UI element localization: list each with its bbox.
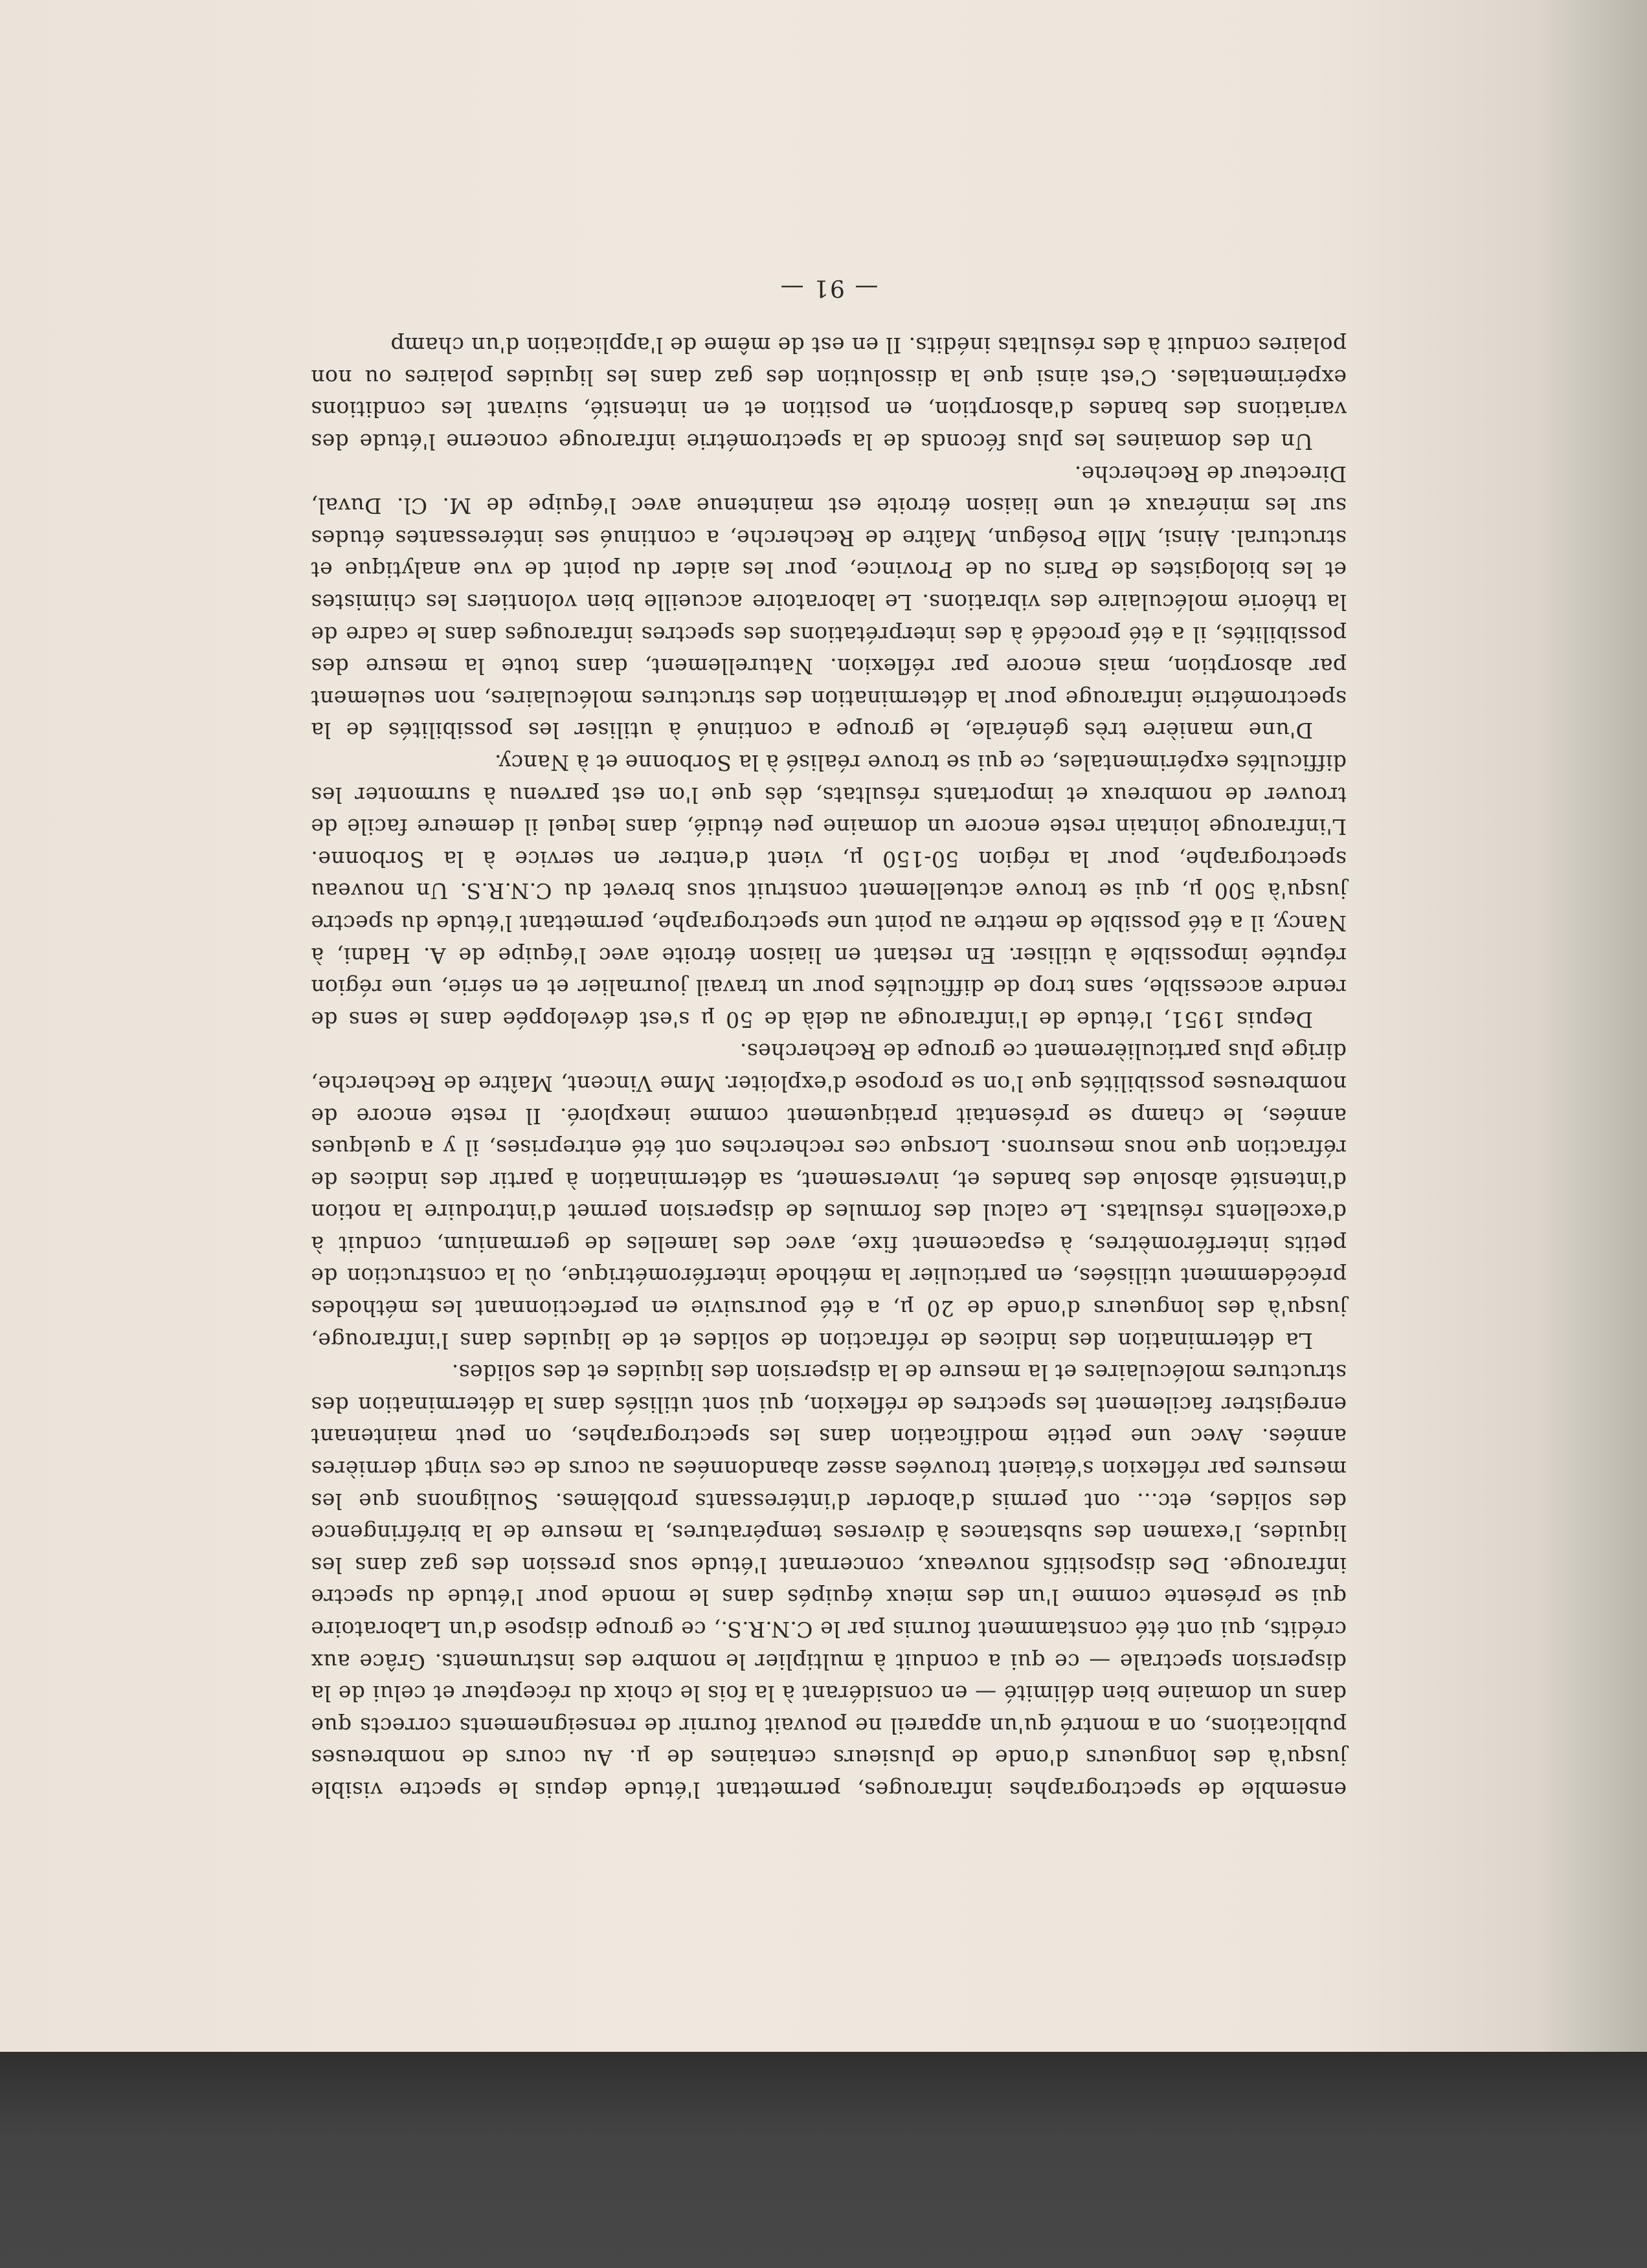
paragraph-2: La détermination des indices de réfraction de solides et de liquides dans l'infrarouge, jusqu'à des longueurs d'onde de 20 µ, a été poursuivie en perfectionnant les méthodes précédemment utilisées, en particulier la méthode interférométrique, où la construction de petits interféromètres, à espacement fixe, avec des lamelles de germanium, conduit à d'excellents résultats. Le calcul des formules de dispersion permet d'introduire la notion d'intensité absolue des bandes et, inversement, sa détermination à partir des indices de réfraction que nous mesurons. Lorsque ces recherches ont été entreprises, il y a quelques années, le champ se présentait pratiquement comme inexploré. Il reste encore de nombreuses possibilités que l'on se propose d'exploiter. Mme Vincent, Maître de Recherche, dirige plus particulièrement ce groupe de Recherches.: [311, 1039, 1347, 1353]
paragraph-1: ensemble de spectrographes infrarouges, permettant l'étude depuis le spectre visible jusqu'à des longueurs d'onde de plusieurs centaines de µ. Au cours de nombreuses publications, on a montré qu'un appareil ne pouvait fournir de renseignements corrects que dans un domaine bien délimité — en considérant à la fois le choix du récepteur et celui de la dispersion spectrale — ce qui a conduit à multiplier le nombre des instruments. Grâce aux crédits, qui ont été constamment fournis par le C.N.R.S., ce groupe dispose d'un Laboratoire qui se présente comme l'un des mieux équipés dans le monde pour l'étude du spectre infrarouge. Des dispositifs nouveaux, concernant l'étude sous pression des gaz dans les liquides, l'examen des substances à diverses températures, la mesure de la biréfringence des solides, etc... ont permis d'aborder d'intéressants problèmes. Soulignons que les mesures par réflexion s'étaient trouvées assez abandonnées au cours de ces vingt dernières années. Avec une petite modification dans les spectrographes, on peut maintenant enregistrer facilement les spectres de réflexion, qui sont utilisés dans la détermination des structures moléculaires et la mesure de la dispersion des liquides et des solides.: [311, 1360, 1347, 1803]
scanner-background: [0, 2052, 1647, 2268]
paragraph-5: Un des domaines les plus féconds de la spectrométrie infrarouge concerne l'étude des variations des bandes d'absorption, en position et en intensité, suivant les conditions expérimentales. C'est ainsi que la dissolution des gaz dans les liquides polaires ou non polaires conduit à des résultats inédits. Il en est de même de l'application d'un champ: [311, 333, 1347, 455]
paragraph-3: Depuis 1951, l'étude de l'infrarouge au delà de 50 µ s'est développée dans le sens de rendre accessible, sans trop de difficultés pour un travail journalier et en série, une région réputée impossible à utiliser. En restant en liaison étroite avec l'équipe de A. Hadni, à Nancy, il a été possible de mettre au point une spectrographe, permettant l'étude du spectre jusqu'à 500 µ, qui se trouve actuellement construit sous brevet du C.N.R.S. Un nouveau spectrographe, pour la région 50-150 µ, vient d'entrer en service à la Sorbonne. L'infrarouge lointain reste encore un domaine peu étudié, dans lequel il demeure facile de trouver de nombreux et importants résultats, dès que l'on est parvenu à surmonter les difficultés expérimentales, ce qui se trouve réalisé à la Sorbonne et à Nancy.: [311, 750, 1347, 1032]
page-text-block: [311, 214, 1347, 1806]
page-number: — 91 —: [779, 274, 879, 301]
page-edge-shadow: [1537, 0, 1647, 2052]
paragraph-4: D'une manière très générale, le groupe a continué à utiliser les possibilités de la spectrométrie infrarouge pour la détermination des structures moléculaires, non seulement par absorption, mais encore par réflexion. Naturellement, dans toute la mesure des possibilités, il a été procédé à des interprétations des spectres infrarouges dans le cadre de la théorie moléculaire des vibrations. Le laboratoire accueille bien volontiers les chimistes et les biologistes de Paris ou de Province, pour les aider du point de vue analytique et structural. Ainsi, Mlle Poségun, Maître de Recherche, a continué ses intéressantes études sur les minéraux et une liaison étroite est maintenue avec l'équipe de M. Cl. Duval, Directeur de Recherche.: [311, 461, 1347, 744]
